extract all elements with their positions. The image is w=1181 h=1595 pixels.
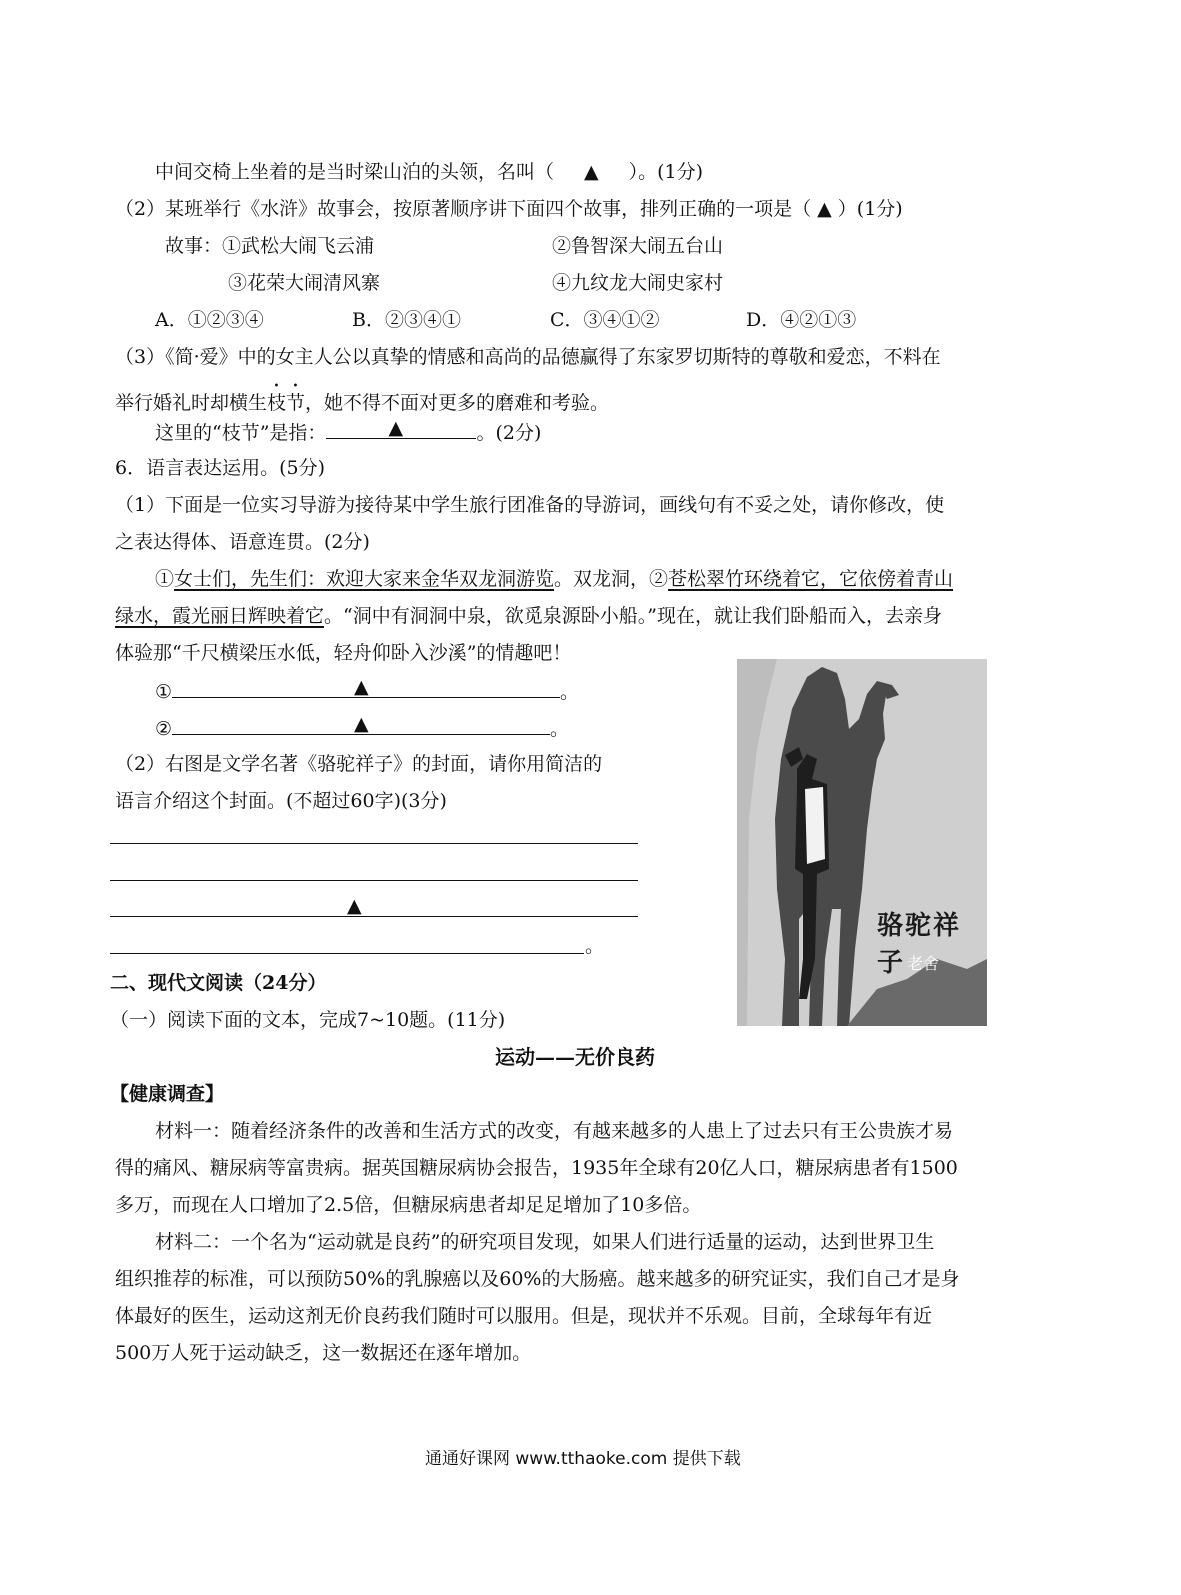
q5-part3-text-a: 举行婚礼时却横生 — [115, 392, 268, 414]
guide-text-rest: 。“洞中有洞洞中泉，欲觅泉源卧小船。”现在，就让我们卧船而入，去亲身 — [324, 605, 942, 627]
answer-line-2 — [155, 714, 569, 742]
section-tag: 【健康调查】 — [110, 1083, 225, 1105]
material2-line4: 500万人死于运动缺乏，这一数据还在逐年增加。 — [115, 1342, 532, 1364]
material1-line1: 材料一：随着经济条件的改善和生活方式的改变，有越来越多的人患上了过去只有王公贵族才易 — [155, 1120, 954, 1142]
story-2: ②鲁智深大闹五台山 — [552, 235, 724, 257]
answer-triangle: ▲ — [347, 895, 362, 917]
material2-line2: 组织推荐的标准，可以预防50%的乳腺癌以及60%的大肠癌。越来越多的研究证实，我们自己才是身 — [115, 1268, 960, 1290]
q6-part1-line2: 之表达得体、语意连贯。(2分) — [115, 531, 370, 553]
material2-line1: 材料二：一个名为“运动就是良药”的研究项目发现，如果人们进行适量的运动，达到世界卫生 — [155, 1231, 935, 1253]
q5-part3-line1: （3）《简·爱》中的女主人公以真挚的情感和高尚的品德赢得了东家罗切斯特的尊敬和爱恋，不料在 — [115, 346, 941, 368]
answer-line-1 — [155, 677, 579, 705]
story-3: ③花荣大闹清风寨 — [228, 272, 381, 294]
writing-line-2[interactable] — [110, 880, 638, 881]
stories-label: 故事： — [165, 235, 223, 257]
q5-line1-end: ）。(1分) — [628, 161, 704, 183]
q5-line1-text: 中间交椅上坐着的是当时梁山泊的头领，名叫（ — [155, 161, 555, 183]
section-heading: 二、现代文阅读（24分） — [110, 972, 327, 994]
answer-triangle: ▲ — [354, 676, 369, 698]
q5-part3-line3 — [155, 418, 541, 446]
answer-triangle: ▲ — [354, 713, 369, 735]
q5-part3-line2 — [115, 381, 609, 416]
underlined-sentence-2-cont: 绿水，霞光丽日辉映着它 — [115, 605, 325, 627]
answer-blank[interactable] — [326, 418, 476, 439]
q6-part2-line1: （2）右图是文学名著《骆驼祥子》的封面，请你用简洁的 — [115, 753, 603, 775]
option-d: D．④②①③ — [746, 309, 857, 331]
option-c: C．③④①② — [550, 309, 660, 331]
period: 。 — [550, 718, 570, 740]
underlined-sentence-1: 女士们，先生们：欢迎大家来金华双龙洞游览 — [174, 568, 555, 590]
answer-triangle: ▲ — [388, 417, 404, 439]
material2-line3: 体最好的医生，运动这剂无价良药我们随时可以服用。但是，现状并不乐观。目前，全球每年有近 — [115, 1305, 933, 1327]
emphasized-word: 枝节 — [267, 392, 306, 414]
cover-author: 老舍 — [907, 954, 940, 973]
answer-blank-1[interactable] — [172, 677, 560, 698]
answer-blank-2[interactable] — [172, 714, 550, 735]
book-cover-image — [737, 659, 987, 1026]
stories-row1 — [165, 233, 374, 259]
writing-line-4[interactable] — [110, 953, 584, 954]
q5-part3-prompt: 这里的“枝节”是指： — [155, 422, 327, 444]
guide-text-mid: 。双龙洞，② — [554, 568, 669, 590]
option-b: B．②③④① — [352, 309, 461, 331]
answer-triangle: ▲ — [584, 161, 599, 183]
writing-line-1[interactable] — [110, 843, 638, 844]
cover-title: 骆驼祥子 — [877, 911, 962, 978]
period: 。 — [585, 935, 605, 957]
answer-label-2: ② — [155, 718, 173, 740]
page-footer: 通通好课网 www.tthaoke.com 提供下载 — [425, 1449, 741, 1469]
guide-text-line2 — [115, 603, 942, 629]
guide-text-line3: 体验那“千尺横梁压水低，轻舟仰卧入沙溪”的情趣吧！ — [115, 642, 572, 664]
q6-part2-line2: 语言介绍这个封面。(不超过60字)(3分) — [115, 790, 447, 812]
q6-part1-line1: （1）下面是一位实习导游为接待某中学生旅行团准备的导游词，画线句有不妥之处，请你修改，使 — [115, 494, 945, 516]
answer-label-1: ① — [155, 681, 173, 703]
period: 。 — [560, 681, 580, 703]
q5-line1 — [155, 159, 703, 185]
q5-part2: （2）某班举行《水浒》故事会，按原著顺序讲下面四个故事，排列正确的一项是（ ▲ ）(1分) — [115, 198, 903, 220]
underlined-sentence-2: 苍松翠竹环绕着它，它依傍着青山 — [668, 568, 954, 590]
q5-part3-text-c: ，她不得不面对更多的磨难和考验。 — [305, 392, 610, 414]
guide-text-line1 — [155, 566, 953, 592]
section-subheading: （一）阅读下面的文本，完成7~10题。(11分) — [110, 1009, 506, 1031]
writing-line-3[interactable] — [110, 916, 638, 917]
material1-line3: 多万，而现在人口增加了2.5倍，但糖尿病患者却足足增加了10多倍。 — [115, 1194, 702, 1216]
story-4: ④九纹龙大闹史家村 — [552, 272, 724, 294]
option-a: A．①②③④ — [155, 309, 264, 331]
guide-marker-1: ① — [155, 568, 175, 590]
story-1: ①武松大闹飞云浦 — [222, 235, 375, 257]
material1-line2: 得的痛风、糖尿病等富贵病。据英国糖尿病协会报告，1935年全球有20亿人口，糖尿病患者有1500 — [115, 1157, 958, 1179]
article-title: 运动——无价良药 — [495, 1045, 655, 1069]
q5-part3-points: 。(2分) — [476, 422, 542, 444]
q6-title: 6．语言表达运用。(5分) — [115, 457, 326, 479]
